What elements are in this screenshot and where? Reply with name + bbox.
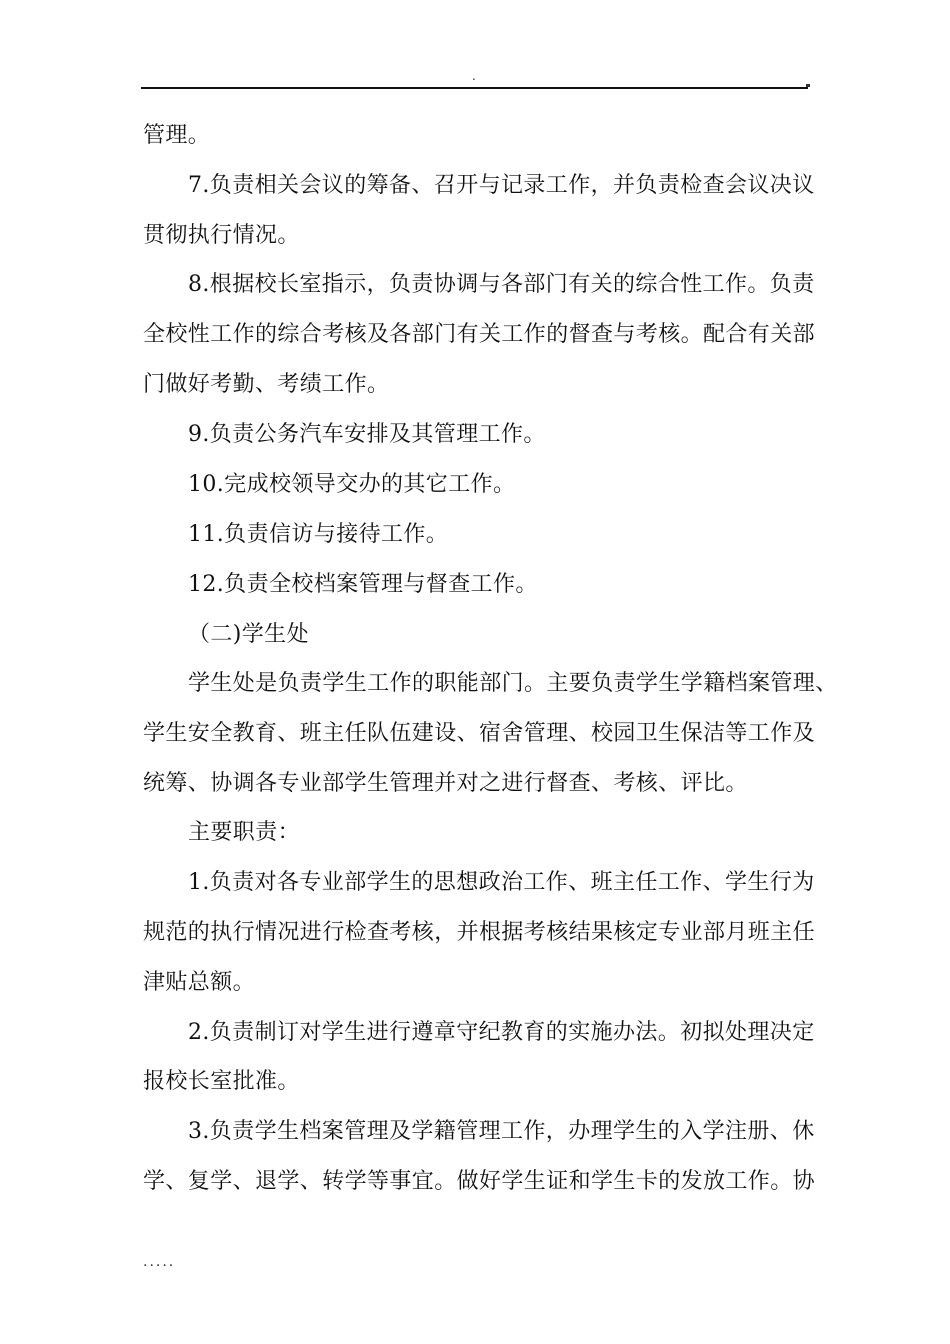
text-line: 11.负责信访与接待工作。 (188, 522, 449, 547)
text-line: 学、复学、退学、转学等事宜。做好学生证和学生卡的发放工作。协 (143, 1169, 816, 1194)
text-line: 全校性工作的综合考核及各部门有关工作的督查与考核。配合有关部 (143, 322, 816, 347)
section-heading: （二)学生处 (188, 622, 309, 647)
text-line: 津贴总额。 (143, 970, 256, 995)
text-line: 学生安全教育、班主任队伍建设、宿舍管理、校园卫生保洁等工作及 (143, 721, 816, 746)
text-line: 报校长室批准。 (143, 1069, 300, 1094)
text-line: 贯彻执行情况。 (143, 223, 300, 248)
text-line: 8.根据校长室指示，负责协调与各部门有关的综合性工作。负责 (188, 272, 815, 297)
text-line: 规范的执行情况进行检查考核，并根据考核结果核定专业部月班主任 (143, 920, 816, 945)
header-rule-tick (806, 84, 810, 87)
text-line: 门做好考勤、考绩工作。 (143, 372, 390, 397)
text-line: 7.负责相关会议的筹备、召开与记录工作，并负责检查会议决议 (188, 173, 815, 198)
text-line: 学生处是负责学生工作的职能部门。主要负责学生学籍档案管理、 (188, 671, 838, 696)
text-line: 2.负责制订对学生进行遵章守纪教育的实施办法。初拟处理决定 (188, 1020, 815, 1045)
header-mark: . (472, 69, 476, 83)
text-line: 10.完成校领导交办的其它工作。 (188, 472, 516, 497)
text-line: 3.负责学生档案管理及学籍管理工作，办理学生的入学注册、休 (188, 1119, 815, 1144)
text-line: 1.负责对各专业部学生的思想政治工作、班主任工作、学生行为 (188, 870, 815, 895)
text-line: 9.负责公务汽车安排及其管理工作。 (188, 422, 546, 447)
text-line: 统筹、协调各专业部学生管理并对之进行督查、考核、评比。 (143, 771, 748, 796)
header-rule (141, 87, 808, 89)
subheading: 主要职责： (188, 820, 301, 845)
text-line: 12.负责全校档案管理与督查工作。 (188, 572, 538, 597)
text-line: 管理。 (143, 123, 211, 148)
footer-mark: ..... (143, 1254, 176, 1270)
